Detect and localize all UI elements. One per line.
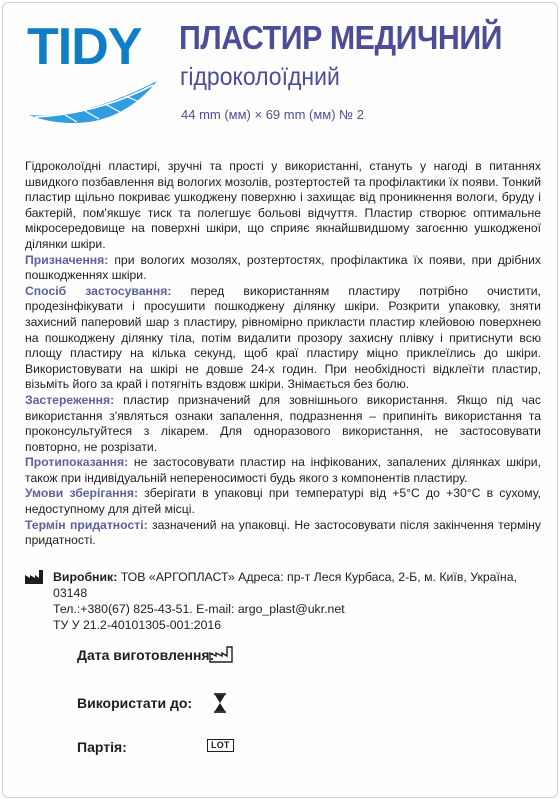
page-title: ПЛАСТИР МЕДИЧНИЙ: [179, 19, 503, 56]
warning-text: пластир призначений для зовнішнього використання. Якщо під час використання з'являться ознаки запалення, подразнення – припиніть використання та проконсультуйтеся з лікарем. Для одноразового використання, не застосовувати повторно, не розрізати.: [25, 392, 541, 454]
instructions: [25, 159, 541, 549]
storage-text: зберігати в упаковці при температурі від +5°С до +30°С в сухому, недоступному для дітей місці.: [25, 486, 541, 517]
contraindications-paragraph: [25, 455, 541, 486]
contraindications-text: не застосовувати пластир на інфікованих, запалених ділянках шкіри, також при індивідуальній непереносимості будь якого з компонентів пластиру.: [25, 455, 541, 485]
warning-label: Застереження:: [25, 392, 115, 407]
use-by-label: Використати до:: [77, 695, 193, 711]
manufacturer-address: ТОВ «АРГОПЛАСТ» Адреса: пр-т Леся Курбаса, 2-Б, м. Київ, Україна, 03148: [53, 570, 517, 600]
lot-icon: LOT: [207, 739, 234, 752]
manufacture-date-row: [77, 647, 214, 663]
header: [3, 3, 557, 143]
use-by-row: [77, 695, 192, 711]
shelf-life-text: зазначений на упаковці. Не застосовувати після закінчення терміну придатності.: [25, 517, 541, 548]
leaflet: [2, 2, 558, 798]
logo: TIDY: [27, 18, 142, 76]
batch-row: [77, 739, 230, 755]
manufacturer-spec: ТУ У 21.2-40101305-001:2016: [53, 618, 222, 632]
intro-text: Гідроколоїдні пластирі, зручні та прості у використанні, стануть у нагоді в питаннях швидкого позбавлення від вологих мозолів, розтертостей та профілактики їх появи. Тонкий пластир щільно покриває ушкоджену поверхню і захищає від проникнення вологи, бруду і бактерій, пом'якшує тиск та полегшує больові відчуття. Пластир створює оптимальне мікросередовище на поверхні шкіри, що сприяє якнайшвидшому загоєнню ушкодженої ділянки шкіри.: [25, 159, 541, 251]
manufacturer-label: Виробник:: [53, 570, 118, 584]
usage-text: перед використанням пластиру потрібно очистити, продезінфікувати і просушити пошкоджену ділянку шкіри. Розкрити упаковку, зняти захисний паперовий шар з пластиру, рівномірно прикласти пластир клейовою поверхнею на пошкоджену ділянку тіла, потім видалити прозору захисну плівку і притиснути всю площу пластиру на кілька секунд, щоб краї пластиру міцно приклеїлись до шкіри. Використовувати на шкірі не довше 24-х годин. При необхідності відклеїти пластир, візьміть його за край і потягніть вздовж шкіри. Знімається без болю.: [25, 283, 541, 392]
shelf-life-label: Термін придатності:: [25, 517, 148, 532]
factory-icon: [25, 570, 45, 584]
hourglass-icon: [213, 693, 227, 713]
manufacturer-block: [25, 569, 545, 633]
feather-icon: [25, 71, 165, 127]
page-subtitle: гідроколоїдний: [180, 63, 340, 91]
intro-paragraph: [25, 159, 541, 253]
manufacturer-contacts: Тел.:+380(67) 825-43-51. E-mail: argo_plast@ukr.net: [53, 602, 345, 616]
purpose-text: при вологих мозолях, розтертостях, профілактика їх появи, при дрібних пошкодженнях шкіри.: [25, 252, 541, 283]
storage-paragraph: [25, 486, 541, 517]
warning-paragraph: [25, 393, 541, 455]
manufacturer-line: [53, 569, 545, 601]
contraindications-label: Протипоказання:: [25, 455, 129, 470]
purpose-paragraph: [25, 253, 541, 284]
manufacture-date-icon: [209, 645, 235, 663]
batch-label: Партія:: [77, 739, 127, 755]
shelf-life-paragraph: [25, 518, 541, 549]
manufacturer-text: [53, 569, 545, 633]
storage-label: Умови зберігання:: [25, 486, 139, 501]
usage-paragraph: [25, 284, 541, 393]
purpose-label: Призначення:: [25, 252, 109, 267]
product-size: 44 mm (мм) × 69 mm (мм) № 2: [181, 107, 364, 122]
manufacture-date-label: Дата виготовлення:: [77, 647, 215, 663]
usage-label: Спосіб застосування:: [25, 283, 172, 298]
